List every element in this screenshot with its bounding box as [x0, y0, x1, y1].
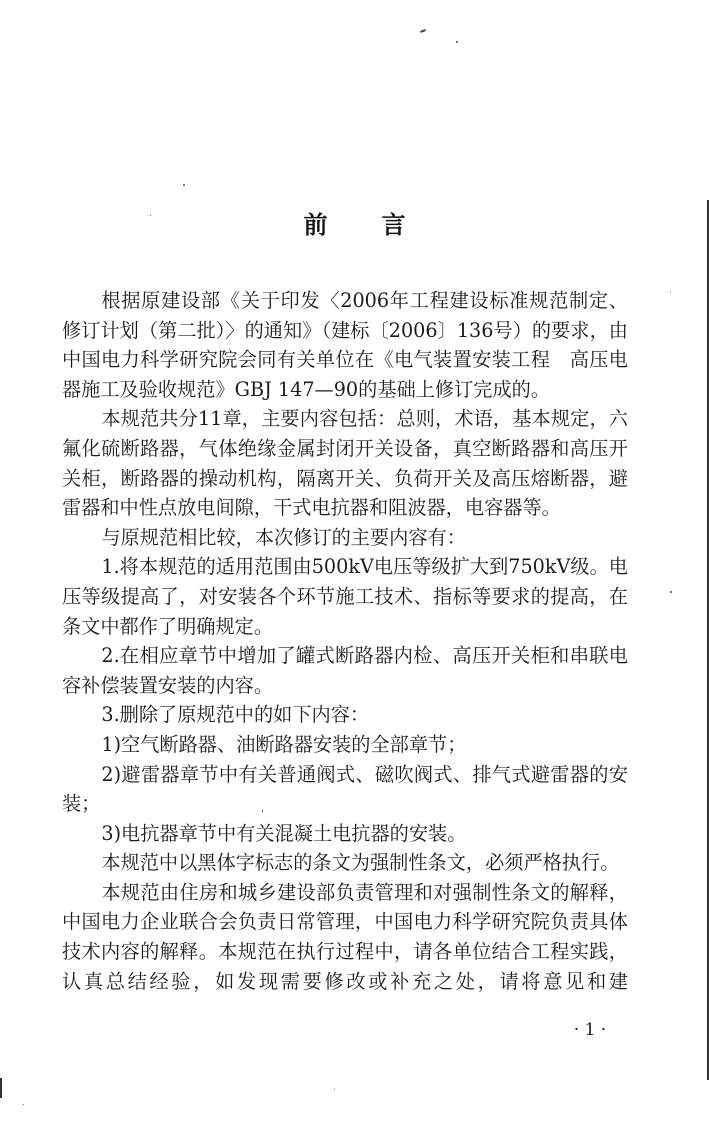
scan-speck [670, 291, 671, 292]
paragraph-deleted-item-1: 1)空气断路器、油断路器安装的全部章节； [101, 732, 467, 756]
paragraph-deleted-item-3: 3)电抗器章节中有关混凝土电抗器的安装。 [101, 821, 467, 845]
page-title [0, 205, 709, 240]
paragraph-scope: 本规范共分11章，主要内容包括：总则，术语，基本规定，六氟化硫断路器，气体绝缘金属封闭开关设备，真空断路器和高压开关柜，断路器的操动机构，隔离开关、负荷开关及高压熔断器，避雷器和中性点放电间隙，干式电抗器和阻波器，电容器等。 [62, 407, 628, 520]
scan-speck [670, 591, 672, 593]
paragraph-revision-intro: 与原规范相比较，本次修订的主要内容有： [101, 525, 466, 549]
scan-speck [456, 41, 458, 43]
paragraph-revision-item-3: 3.删除了原规范中的如下内容： [101, 703, 370, 727]
scan-speck [23, 1104, 24, 1105]
scan-speck [420, 29, 426, 33]
preface-body [62, 286, 628, 996]
scan-speck [334, 1089, 335, 1090]
scan-edge-mark [0, 1078, 2, 1098]
paragraph-deleted-item-2: 2)避雷器章节中有关普通阀式、磁吹阀式、排气式避雷器的安装； [62, 762, 628, 816]
page-title-char: 言 [381, 211, 406, 240]
scan-speck [183, 184, 185, 186]
paragraph-background: 根据原建设部《关于印发〈2006年工程建设标准规范制定、修订计划（第二批）〉的通知》（建标〔2006〕136号）的要求，由中国电力科学研究院会同有关单位在《电气装置安装工程 高压电器施工及验收规范》GBJ 147—90的基础上修订完成的。 [62, 289, 628, 401]
paragraph-mandatory-clauses: 本规范中以黑体字标志的条文为强制性条文，必须严格执行。 [101, 851, 620, 875]
paragraph-revision-item-1: 1.将本规范的适用范围由500kV电压等级扩大到750kV级。电压等级提高了，对安装各个环节施工技术、指标等要求的提高，在条文中都作了明确规定。 [62, 555, 628, 638]
paragraph-management: 本规范由住房和城乡建设部负责管理和对强制性条文的解释，中国电力企业联合会负责日常管理，中国电力科学研究院负责具体技术内容的解释。本规范在执行过程中，请各单位结合工程实践，认真总结经验，如发现需要修改或补充之处，请将意见和建 [62, 880, 628, 993]
page-number: · 1 · [573, 1020, 607, 1040]
page-title-char: 前 [303, 211, 328, 240]
paragraph-revision-item-2: 2.在相应章节中增加了罐式断路器内检、高压开关柜和串联电容补偿装置安装的内容。 [62, 644, 628, 697]
